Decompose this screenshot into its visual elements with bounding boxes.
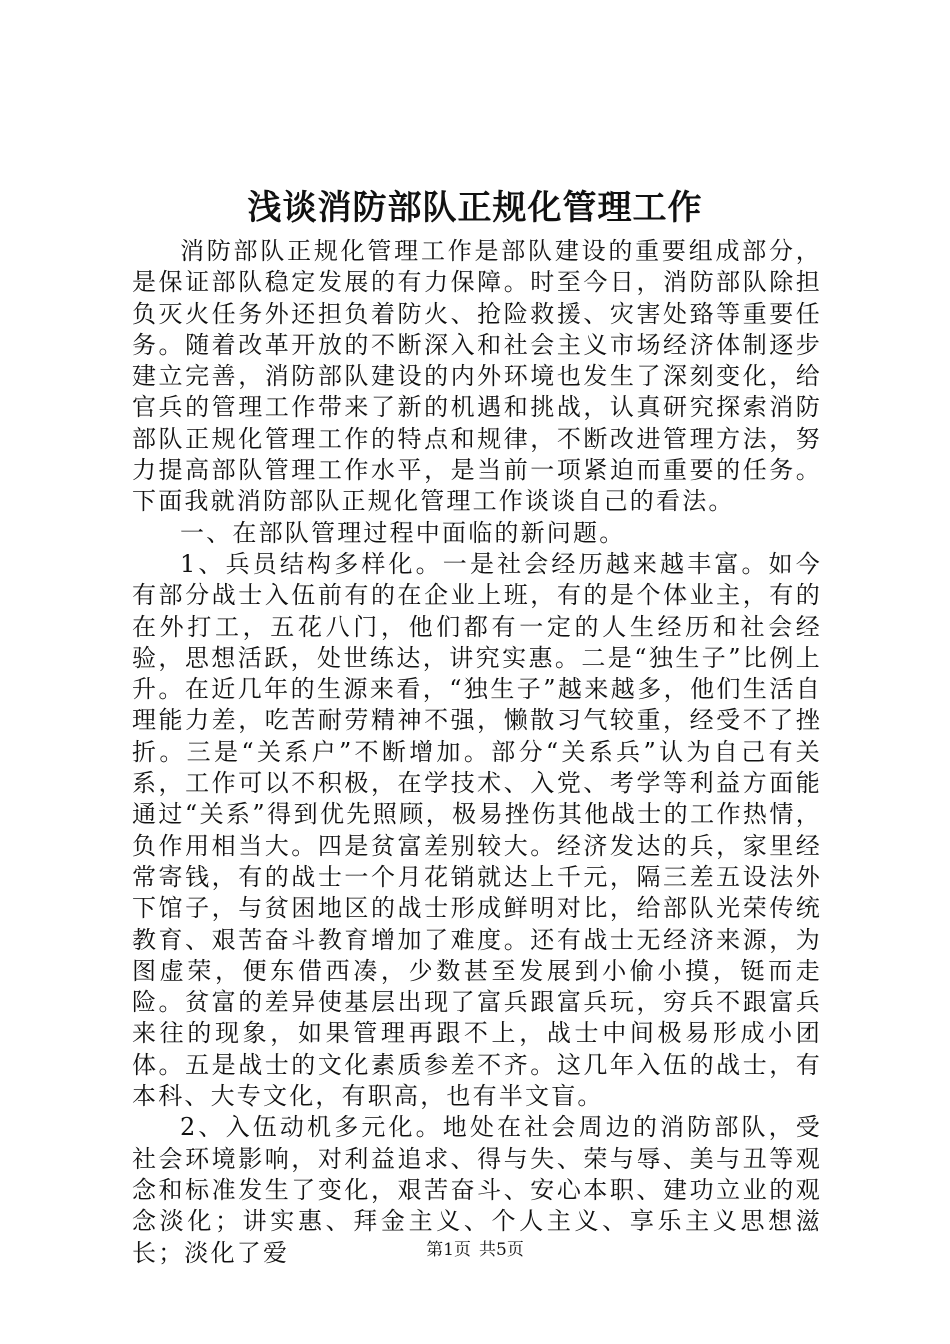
page-total: 共5页 [479,1240,524,1260]
paragraph-troop-structure: 1、兵员结构多样化。一是社会经历越来越丰富。如今有部分战士入伍前有的在企业上班，有的是个体业主，有的在外打工，五花八门，他们都有一定的人生经历和社会经验，思想活跃，处世练达，讲究实惠。二是“独生子”比例上升。在近几年的生源来看，“独生子”越来越多，他们生活自理能力差，吃苦耐劳精神不强，懒散习气较重，经受不了挫折。三是“关系户”不断增加。部分“关系兵”认为自己有关系，工作可以不积极，在学技术、入党、考学等利益方面能通过“关系”得到优先照顾，极易挫伤其他战士的工作热情，负作用相当大。四是贫富差别较大。经济发达的兵，家里经常寄钱，有的战士一个月花销就达上千元，隔三差五设法外下馆子，与贫困地区的战士形成鲜明对比，给部队光荣传统教育、艰苦奋斗教育增加了难度。还有战士无经济来源，为图虚荣，便东借西凑，少数甚至发展到小偷小摸，铤而走险。贫富的差异使基层出现了富兵跟富兵玩，穷兵不跟富兵来往的现象，如果管理再跟不上，战士中间极易形成小团体。五是战士的文化素质参差不齐。这几年入伍的战士，有本科、大专文化，有职高，也有半文盲。 [132,549,822,1111]
section-heading: 一、在部队管理过程中面临的新问题。 [180,518,626,547]
paragraph-intro: 消防部队正规化管理工作是部队建设的重要组成部分，是保证部队稳定发展的有力保障。时至今日，消防部队除担负灭火任务外还担负着防火、抢险救援、灾害处臵等重要任务。随着改革开放的不断深入和社会主义市场经济体制逐步建立完善，消防部队建设的内外环境也发生了深刻变化，给官兵的管理工作带来了新的机遇和挑战，认真研究探索消防部队正规化管理工作的特点和规律，不断改进管理方法，努力提高部队管理工作水平，是当前一项紧迫而重要的任务。下面我就消防部队正规化管理工作谈谈自己的看法。 [132,237,822,516]
paragraph-enlistment-motives: 2、入伍动机多元化。地处在社会周边的消防部队，受社会环境影响，对利益追求、得与失、荣与辱、美与丑等观念和标准发生了变化，艰苦奋斗、安心本职、建功立业的观念淡化；讲实惠、拜金主义、个人主义、享乐主义思想滋长；淡化了爱 [132,1113,822,1267]
document-title: 浅谈消防部队正规化管理工作 [247,188,703,228]
document-body [132,236,822,1269]
page-number: 第1页 [426,1240,471,1260]
page-footer [0,1238,950,1262]
